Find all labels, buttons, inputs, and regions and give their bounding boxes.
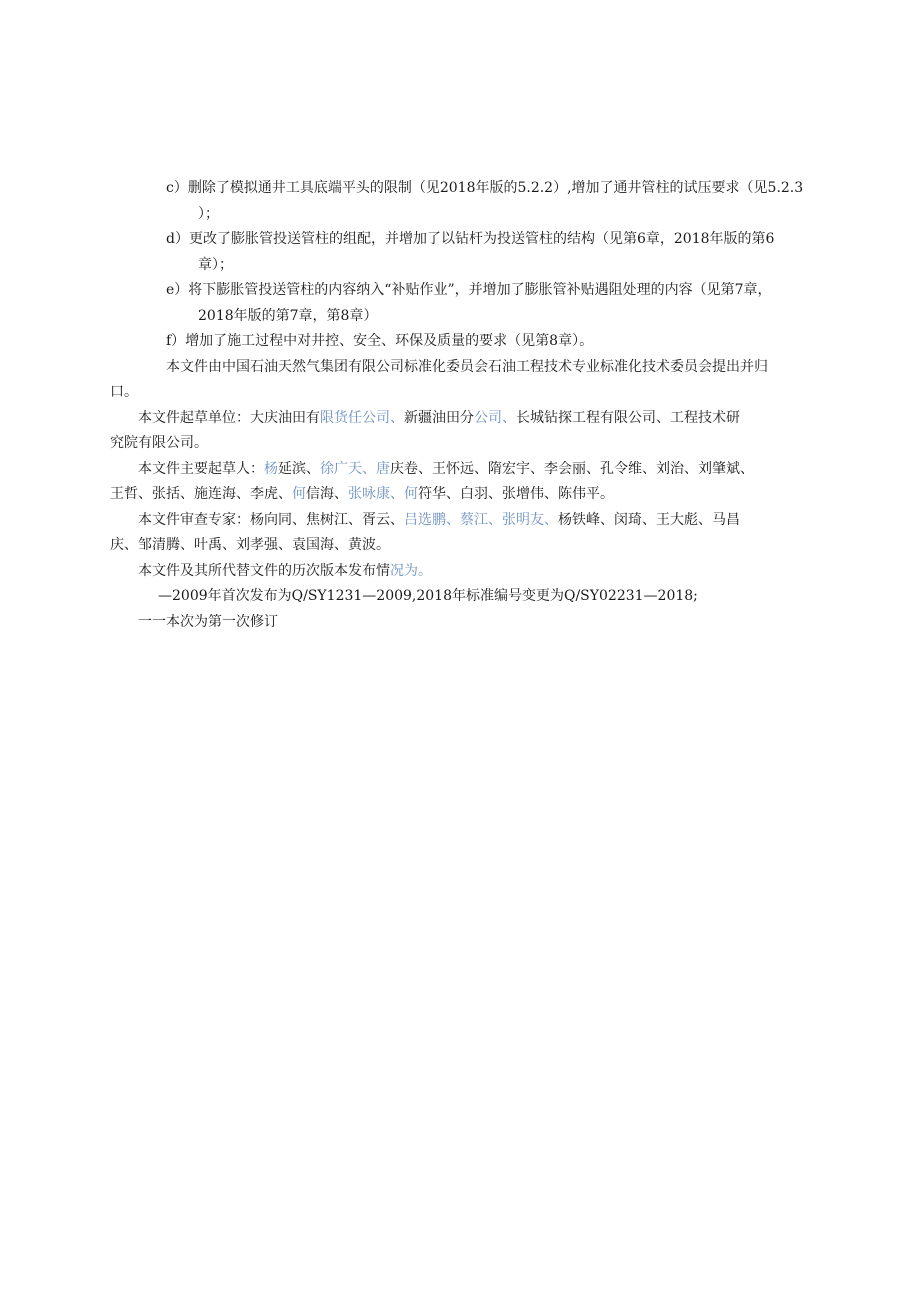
history-entry-current: 一一本次为第一次修订	[138, 613, 278, 630]
change-item-f	[110, 329, 816, 355]
reviewers-paragraph: 本文件审查专家：杨向同、焦树江、胥云、吕选鹏、蔡江、张明友、杨铁峰、闵琦、王大彪、马昌 庆、邹清腾、叶禹、刘孝强、袁国海、黄波。	[110, 511, 740, 553]
change-item-c	[110, 176, 816, 227]
foreword-content	[110, 176, 816, 635]
item-marker: d）	[166, 231, 189, 247]
item-text-continued: 章）；	[198, 256, 233, 273]
history-paragraph: 本文件及其所代替文件的历次版本发布情况为。	[138, 562, 432, 579]
item-text: 将下膨胀管投送管柱的内容纳入“补贴作业”，并增加了膨胀管补贴遇阻处理的内容（见第7章，	[188, 282, 772, 298]
drafters-paragraph: 本文件主要起草人：杨延滨、徐广天、唐庆卷、王怀远、隋宏宇、李会丽、孔令维、刘治、刘肇斌、 王哲、张括、施连海、李虎、何信海、张咏康、何符华、白羽、张增伟、陈伟平。	[110, 460, 754, 502]
history-entry-2009: —2009年首次发布为Q/SY1231—2009,2018年标准编号变更为Q/SY02231—2018;	[158, 588, 698, 604]
proposer-paragraph: 本文件由中国石油天然气集团有限公司标准化委员会石油工程技术专业标准化技术委员会提出并归 口。	[110, 358, 768, 400]
change-item-e	[110, 278, 816, 329]
item-text: 更改了膨胀管投送管柱的组配，并增加了以钻杆为投送管柱的结构（见第6章，2018年版的第6	[188, 231, 775, 247]
drafting-unit-paragraph: 本文件起草单位：大庆油田有限货任公司、新疆油田分公司、长城钻探工程有限公司、工程技术研 究院有限公司。	[110, 409, 740, 451]
item-text-continued: 2018年版的第7章，第8章）	[198, 307, 378, 324]
change-item-d	[110, 227, 816, 278]
item-marker: f）	[166, 333, 186, 349]
item-marker: e）	[166, 282, 189, 298]
item-marker: c）	[166, 180, 188, 196]
item-text: 增加了施工过程中对井控、安全、环保及质量的要求（见第8章）。	[185, 333, 594, 349]
item-text-continued: ）；	[198, 205, 219, 222]
item-text: 删除了模拟通井工具底端平头的限制（见2018年版的5.2.2）,增加了通井管柱的试压要求（见5.2.3	[187, 180, 804, 196]
